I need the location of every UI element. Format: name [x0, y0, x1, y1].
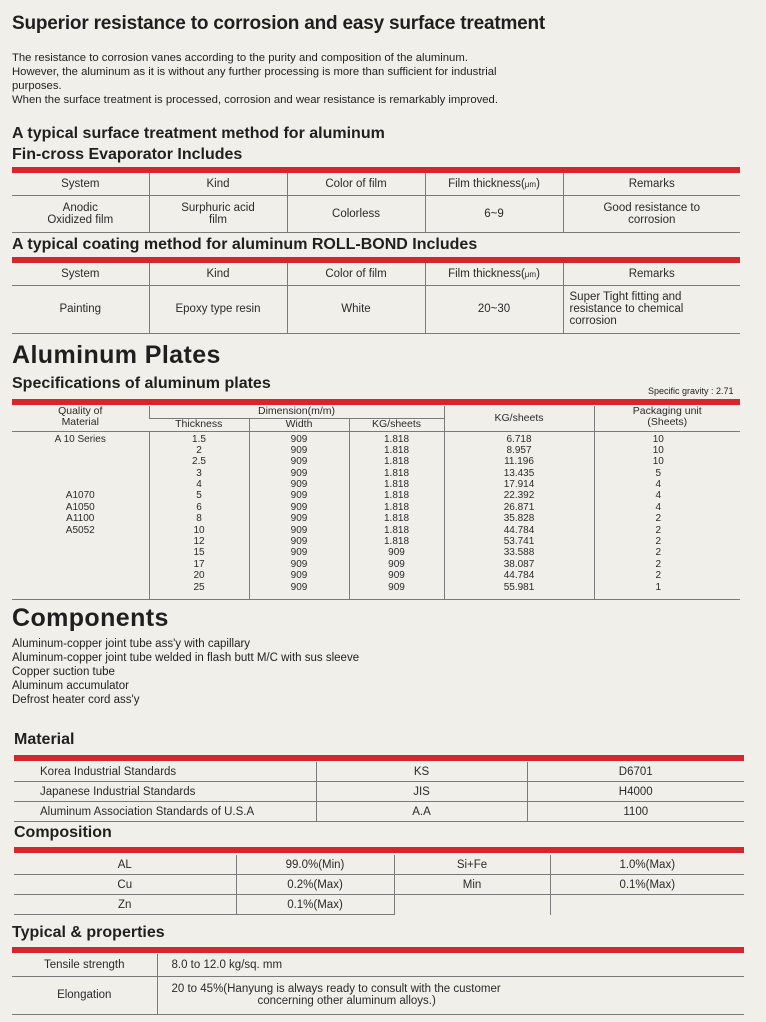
packaging-column: 10 10 10 5 4 4 4 2 2 2 2 2 2 1	[594, 431, 740, 599]
surface-title-line1: A typical surface treatment method for aluminum	[12, 125, 385, 142]
list-item: Copper suction tube	[12, 666, 115, 678]
cell-thickness: 20~30	[425, 285, 563, 333]
cell-system: Anodic Oxidized film	[12, 195, 149, 232]
material-title: Material	[14, 731, 75, 748]
header-kind: Kind	[149, 173, 287, 195]
list-item: Aluminum-copper joint tube welded in flash butt M/C with sus sleeve	[12, 652, 360, 664]
plates-red-bar	[12, 399, 740, 405]
table-row: Aluminum Association Standards of U.S.A A.A 1100	[14, 802, 744, 822]
composition-title: Composition	[14, 824, 112, 841]
elongation-label: Elongation	[12, 976, 157, 1014]
tensile-label: Tensile strength	[12, 954, 157, 976]
cell-system: Painting	[12, 285, 149, 333]
table-row: Cu 0.2%(Max) Min 0.1%(Max)	[14, 875, 744, 895]
surface-table	[12, 173, 740, 233]
header-system: System	[12, 173, 149, 195]
kg-dim-column: 1.818 1.818 1.818 1.818 1.818 1.818 1.818 1.818 1.818 1.818 909 909 909 909	[349, 431, 444, 599]
header-dimension: Dimension(m/m)	[149, 406, 444, 418]
material-red-bar	[14, 755, 744, 761]
surface-title-line2: Fin-cross Evaporator Includes	[12, 146, 243, 163]
header-kg-dim: KG/sheets	[349, 418, 444, 431]
list-item: Defrost heater cord ass'y	[12, 694, 140, 706]
tensile-value: 8.0 to 12.0 kg/sq. mm	[157, 954, 744, 976]
cell-kind: Surphuric acid film	[149, 195, 287, 232]
kg-sheets-column: 6.718 8.957 11.196 13.435 17.914 22.392 26.871 35.828 44.784 53.741 33.588 38.087 44.784 55.981	[444, 431, 594, 599]
cell-thickness: 6~9	[425, 195, 563, 232]
header-color: Color of film	[287, 263, 425, 285]
table-row	[12, 954, 744, 976]
quality-column: A 10 Series A1070 A1050 A1100 A5052	[54, 433, 106, 536]
plates-title: Aluminum Plates	[12, 341, 221, 369]
width-column: 909 909 909 909 909 909 909 909 909 909 909 909 909 909	[249, 431, 349, 599]
coating-table	[12, 263, 740, 334]
cell-kind: Epoxy type resin	[149, 285, 287, 333]
plates-subtitle: Specifications of aluminum plates	[12, 375, 271, 392]
thickness-column: 1.5 2 2.5 3 4 5 6 8 10 12 15 17 20 25	[149, 431, 249, 599]
header-remarks: Remarks	[563, 173, 740, 195]
table-row: Zn 0.1%(Max)	[14, 895, 744, 915]
cell-color: White	[287, 285, 425, 333]
header-kind: Kind	[149, 263, 287, 285]
properties-table	[12, 954, 744, 1015]
composition-table	[14, 855, 744, 915]
table-row	[12, 976, 744, 1014]
table-row: Japanese Industrial Standards JIS H4000	[14, 782, 744, 802]
cell-remarks: Super Tight fitting and resistance to chemical corrosion	[563, 285, 740, 333]
coating-title: A typical coating method for aluminum ROLL-BOND Includes	[12, 236, 478, 253]
list-item: Aluminum accumulator	[12, 680, 129, 692]
header-thickness: Film thickness(μm)	[425, 263, 563, 285]
properties-red-bar	[12, 947, 744, 953]
composition-red-bar	[14, 847, 744, 853]
header-thickness: Thickness	[175, 417, 223, 430]
plates-bottom-rule	[12, 599, 740, 600]
components-list	[12, 637, 359, 707]
header-quality: Quality of Material	[58, 405, 103, 428]
material-table	[14, 762, 744, 822]
cell-remarks: Good resistance to corrosion	[563, 195, 740, 232]
header-packaging: Packaging unit (Sheets)	[594, 406, 740, 431]
plates-table	[12, 406, 740, 599]
table-row: AL 99.0%(Min) Si+Fe 1.0%(Max)	[14, 855, 744, 875]
header-width: Width	[249, 418, 349, 431]
cell-color: Colorless	[287, 195, 425, 232]
components-title: Components	[12, 604, 169, 632]
header-system: System	[12, 263, 149, 285]
elongation-value: 20 to 45%(Hanyung is always ready to consult with the customer concerning other aluminum alloys.)	[157, 976, 744, 1014]
corrosion-title: Superior resistance to corrosion and easy surface treatment	[12, 13, 546, 34]
header-color: Color of film	[287, 173, 425, 195]
header-remarks: Remarks	[563, 263, 740, 285]
properties-title: Typical & properties	[12, 924, 165, 941]
corrosion-paragraph: The resistance to corrosion vanes according to the purity and composition of the aluminum. However, the aluminum as it is without any further processing is more than sufficient for industrial purposes. When the surface treatment is processed, corrosion and wear resistance is remarkably improved.	[12, 52, 498, 106]
table-row: Korea Industrial Standards KS D6701	[14, 762, 744, 782]
specific-gravity: Specific gravity : 2.71	[648, 386, 734, 396]
header-kg-sheets: KG/sheets	[444, 406, 594, 431]
list-item: Aluminum-copper joint tube ass'y with capillary	[12, 638, 251, 650]
header-thickness: Film thickness(μm)	[425, 173, 563, 195]
